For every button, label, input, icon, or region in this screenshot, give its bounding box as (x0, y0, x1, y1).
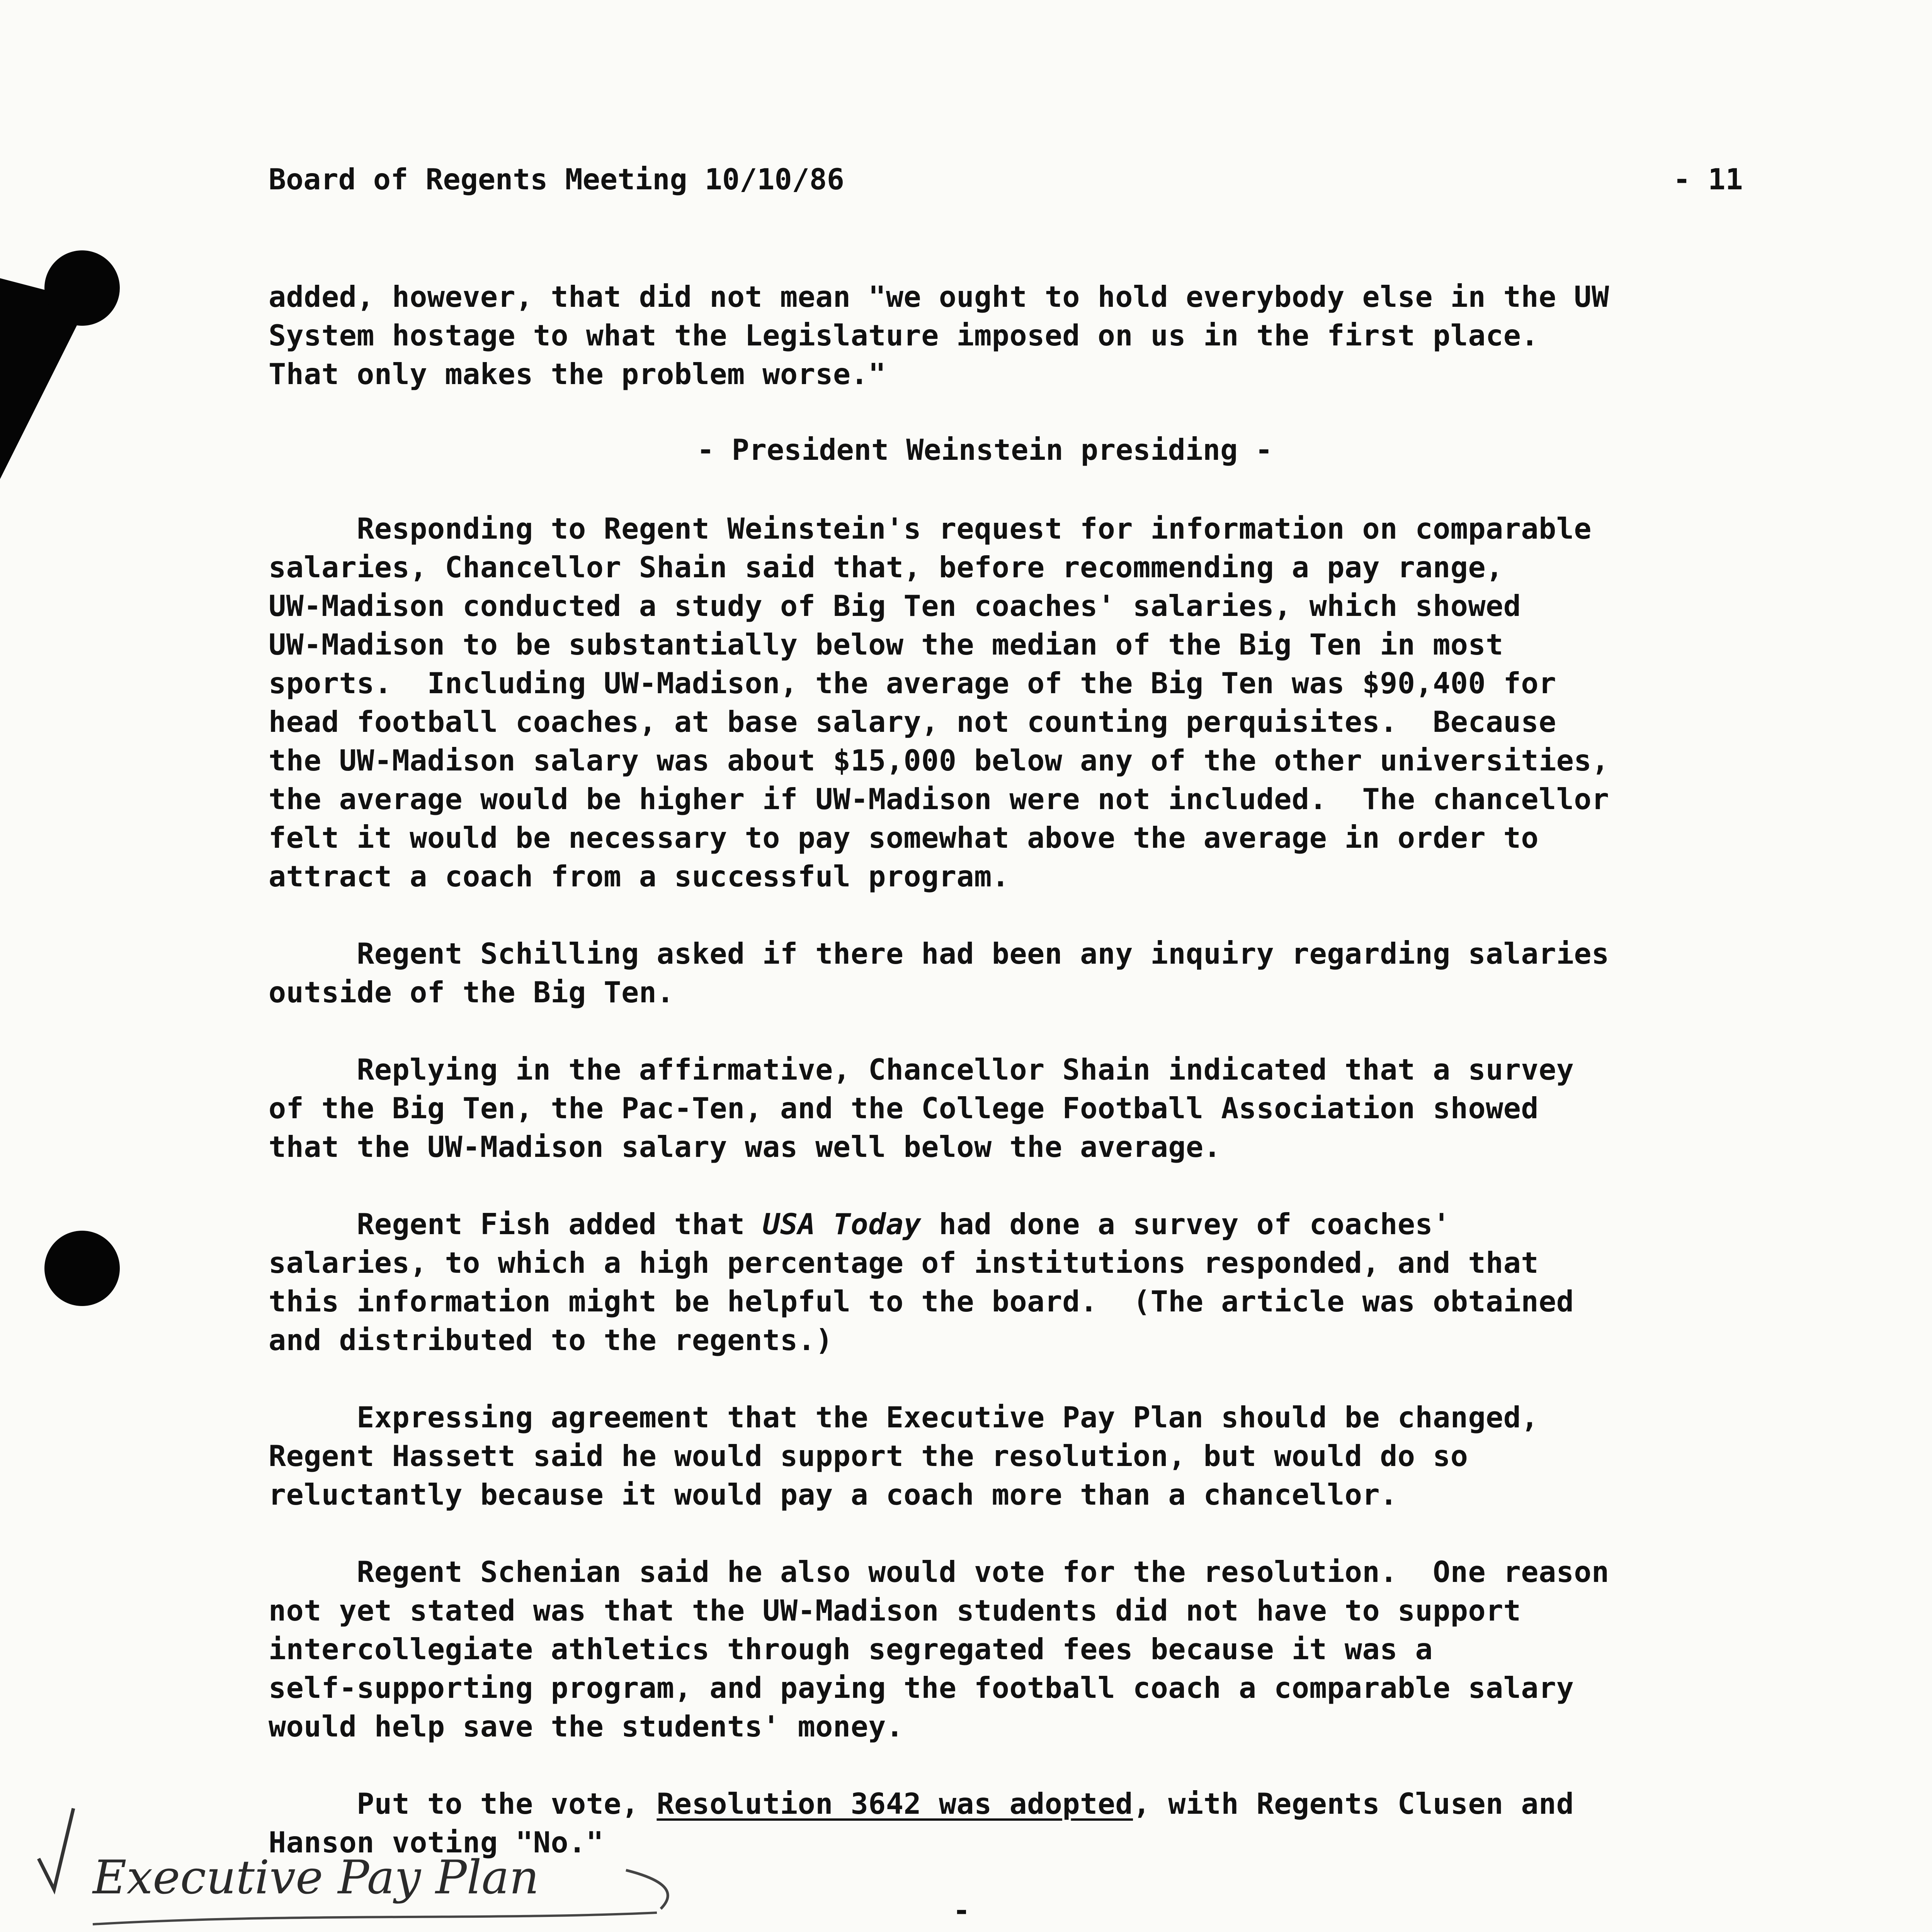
text-line: intercollegiate athletics through segregated fees because it was a (269, 1632, 1433, 1666)
presiding-note: - President Weinstein presiding - (697, 433, 1273, 467)
text-segment: Put to the vote, (269, 1787, 657, 1821)
text-line: salaries, to which a high percentage of institutions responded, and that (269, 1246, 1539, 1280)
text-line: Regent Hassett said he would support the resolution, but would do so (269, 1439, 1468, 1473)
text-line: Replying in the affirmative, Chancellor Shain indicated that a survey (269, 1053, 1574, 1087)
text-line: not yet stated was that the UW-Madison students did not have to support (269, 1594, 1521, 1628)
text-line (269, 1206, 1451, 1243)
publication-title: USA Today (762, 1207, 922, 1241)
text-line: felt it would be necessary to pay somewhat above the average in order to (269, 821, 1539, 855)
text-line: reluctantly because it would pay a coach more than a chancellor. (269, 1478, 1398, 1512)
text-line: UW-Madison to be substantially below the median of the Big Ten in most (269, 628, 1503, 662)
text-line: that the UW-Madison salary was well below the average. (269, 1130, 1221, 1164)
handwritten-index-note: Executive Pay Plan (93, 1851, 539, 1905)
text-line: attract a coach from a successful program. (269, 859, 1010, 893)
text-segment: , with Regents Clusen and (1133, 1787, 1574, 1821)
text-line: That only makes the problem worse." (269, 357, 886, 391)
text-line: would help save the students' money. (269, 1709, 904, 1743)
text-line: Hanson voting "No." (269, 1825, 604, 1859)
text-line: self-supporting program, and paying the football coach a comparable salary (269, 1671, 1574, 1705)
text-segment: Regent Fish added that (269, 1207, 763, 1241)
text-line: added, however, that did not mean "we ought to hold everybody else in the UW (269, 280, 1609, 314)
text-line: salaries, Chancellor Shain said that, before recommending a pay range, (269, 550, 1503, 584)
text-line: head football coaches, at base salary, not counting perquisites. Because (269, 705, 1556, 739)
text-line: of the Big Ten, the Pac-Ten, and the College Football Association showed (269, 1091, 1539, 1125)
text-line: outside of the Big Ten. (269, 975, 675, 1009)
punch-hole-top (44, 250, 120, 326)
separator-dash: - (952, 1893, 971, 1927)
text-line: the average would be higher if UW-Madison were not included. The chancellor (269, 782, 1609, 816)
text-line: and distributed to the regents.) (269, 1323, 833, 1357)
text-line: UW-Madison conducted a study of Big Ten coaches' salaries, which showed (269, 589, 1521, 623)
page-number: - 11 (1673, 162, 1743, 196)
text-line: this information might be helpful to the board. (The article was obtained (269, 1284, 1574, 1318)
text-line: Regent Schilling asked if there had been any inquiry regarding salaries (269, 937, 1609, 971)
text-line: the UW-Madison salary was about $15,000 below any of the other universities, (269, 743, 1609, 777)
text-segment: had done a survey of coaches' (921, 1207, 1451, 1241)
resolution-adopted: Resolution 3642 was adopted (656, 1787, 1133, 1821)
text-line: Expressing agreement that the Executive Pay Plan should be changed, (269, 1400, 1539, 1434)
text-line: System hostage to what the Legislature imposed on us in the first place. (269, 318, 1539, 352)
header-title: Board of Regents Meeting 10/10/86 (269, 162, 845, 196)
text-line: sports. Including UW-Madison, the average of the Big Ten was $90,400 for (269, 666, 1556, 700)
punch-hole-middle (44, 1231, 120, 1306)
text-line: Responding to Regent Weinstein's request for information on comparable (269, 512, 1592, 546)
text-line: Regent Schenian said he also would vote for the resolution. One reason (269, 1555, 1609, 1589)
